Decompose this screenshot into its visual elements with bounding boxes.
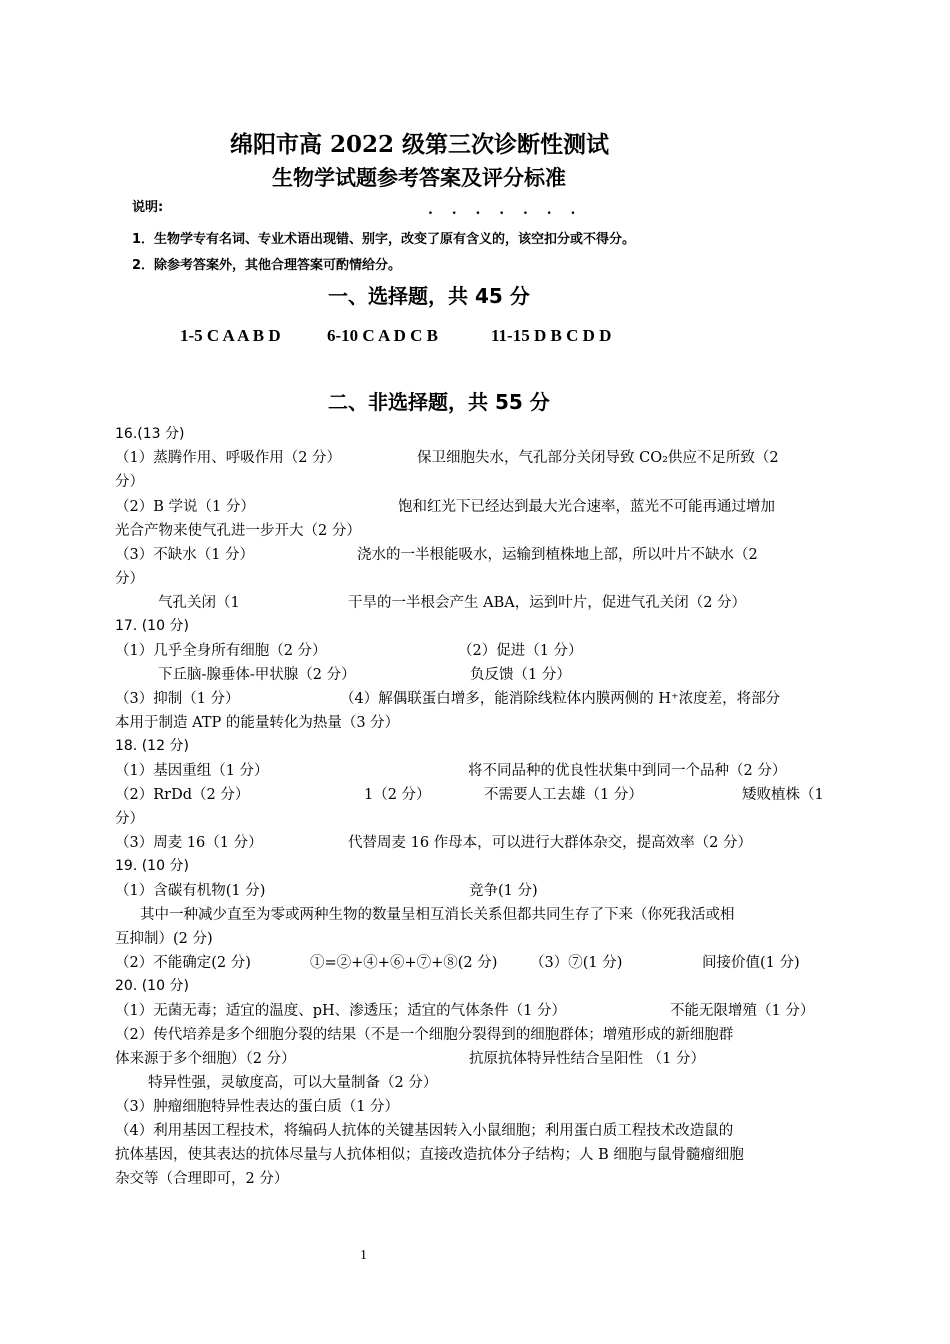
answers-11-15: 11-15 D B C D D [491, 326, 612, 345]
answers-6-10: 6-10 C A D C B [327, 326, 438, 345]
q17-line: 本用于制造 ATP 的能量转化为热量（3 分） [115, 715, 400, 731]
q18-line: （1）基因重组（1 分） [115, 763, 269, 779]
q20-line: （4）利用基因工程技术，将编码人抗体的关键基因转入小鼠细胞；利用蛋白质工程技术改造鼠的 [115, 1123, 734, 1139]
document-title: 绵阳市高 2022 级第三次诊断性测试 [230, 131, 610, 158]
q16-line: （2）B 学说（1 分） [115, 499, 255, 515]
q18-line: （2）RrDd（2 分） [115, 787, 250, 803]
q20-line: 特异性强，灵敏度高，可以大量制备（2 分） [148, 1075, 438, 1091]
q20-line: 抗体基因，使其表达的抗体尽量与人抗体相似；直接改造抗体分子结构；人 B 细胞与鼠骨髓瘤细胞 [115, 1147, 744, 1163]
q18-line: 分） [115, 811, 144, 827]
q18-heading: 18. (12 分) [115, 738, 189, 754]
q16-line: 饱和红光下已经达到最大光合速率，蓝光不可能再通过增加 [398, 499, 775, 515]
q16-line: 分） [115, 474, 144, 490]
q16-line: 光合产物来使气孔进一步开大（2 分） [115, 523, 361, 539]
q17-line: （3）抑制（1 分） [115, 691, 240, 707]
q19-heading: 19. (10 分) [115, 858, 189, 874]
q16-line: 浇水的一半根能吸水，运输到植株地上部，所以叶片不缺水（2 [357, 547, 758, 563]
q20-line: （1）无菌无毒；适宜的温度、pH、渗透压；适宜的气体条件（1 分） [115, 1003, 566, 1019]
q20-heading: 20. (10 分) [115, 978, 189, 994]
q19-line: （1）含碳有机物(1 分) [115, 883, 266, 899]
q19-line: （3）⑦(1 分) [530, 955, 623, 971]
note-2: 2．除参考答案外，其他合理答案可酌情给分。 [132, 258, 402, 273]
q18-line: 矮败植株（1 [742, 787, 824, 803]
q19-line: 互抑制）(2 分) [115, 931, 213, 947]
q17-line: （4）解偶联蛋白增多，能消除线粒体内膜两侧的 H⁺浓度差，将部分 [340, 691, 781, 707]
q16-line: 干旱的一半根会产生 ABA，运到叶片，促进气孔关闭（2 分） [348, 595, 747, 611]
q16-line: 分） [115, 571, 144, 587]
q20-line: （2）传代培养是多个细胞分裂的结果（不是一个细胞分裂得到的细胞群体；增殖形成的新细胞群 [115, 1027, 734, 1043]
answers-1-5: 1-5 C A A B D [180, 326, 281, 345]
note-1: 1．生物学专有名词、专业术语出现错、别字，改变了原有含义的，该空扣分或不得分。 [132, 232, 636, 247]
q19-line: 其中一种减少直至为零或两种生物的数量呈相互消长关系但都共同生存了下来（你死我活或相 [140, 907, 735, 923]
section-2-title: 二、非选择题，共 55 分 [328, 390, 550, 414]
q20-line: 抗原抗体特异性结合呈阳性 （1 分） [469, 1051, 705, 1067]
notes-label: 说明: [132, 200, 164, 215]
page-number: 1 [360, 1248, 367, 1263]
q18-line: 1（2 分） [364, 787, 431, 803]
q17-line: 负反馈（1 分） [470, 667, 571, 683]
q18-line: 不需要人工去雄（1 分） [484, 787, 643, 803]
document-subtitle: 生物学试题参考答案及评分标准 [272, 165, 566, 190]
q19-line: 竞争(1 分) [469, 883, 538, 899]
q18-line: 代替周麦 16 作母本，可以进行大群体杂交，提高效率（2 分） [348, 835, 753, 851]
section-1-title: 一、选择题，共 45 分 [328, 284, 530, 308]
q17-line: （1）几乎全身所有细胞（2 分） [115, 643, 327, 659]
q20-line: 杂交等（合理即可，2 分） [115, 1171, 289, 1187]
q17-heading: 17. (10 分) [115, 618, 189, 634]
q17-line: 下丘脑-腺垂体-甲状腺（2 分） [158, 667, 356, 683]
q20-line: 不能无限增殖（1 分） [670, 1003, 815, 1019]
q16-line: 保卫细胞失水，气孔部分关闭导致 CO₂供应不足所致（2 [417, 450, 779, 466]
q16-heading: 16.(13 分) [115, 426, 185, 442]
q19-line: ①=②+④+⑥+⑦+⑧(2 分) [310, 955, 498, 971]
q20-line: （3）肿瘤细胞特异性表达的蛋白质（1 分） [115, 1099, 400, 1115]
q16-line: 气孔关闭（1 [158, 595, 240, 611]
emphasis-dots: . . . . . . . [428, 202, 583, 218]
q19-line: 间接价值(1 分) [702, 955, 800, 971]
q17-line: （2）促进（1 分） [458, 643, 583, 659]
q18-line: 将不同品种的优良性状集中到同一个品种（2 分） [468, 763, 787, 779]
q18-line: （3）周麦 16（1 分） [115, 835, 263, 851]
q16-line: （3）不缺水（1 分） [115, 547, 255, 563]
q19-line: （2）不能确定(2 分) [115, 955, 251, 971]
q20-line: 体来源于多个细胞）（2 分） [115, 1051, 296, 1067]
q16-line: （1）蒸腾作用、呼吸作用（2 分） [115, 450, 342, 466]
